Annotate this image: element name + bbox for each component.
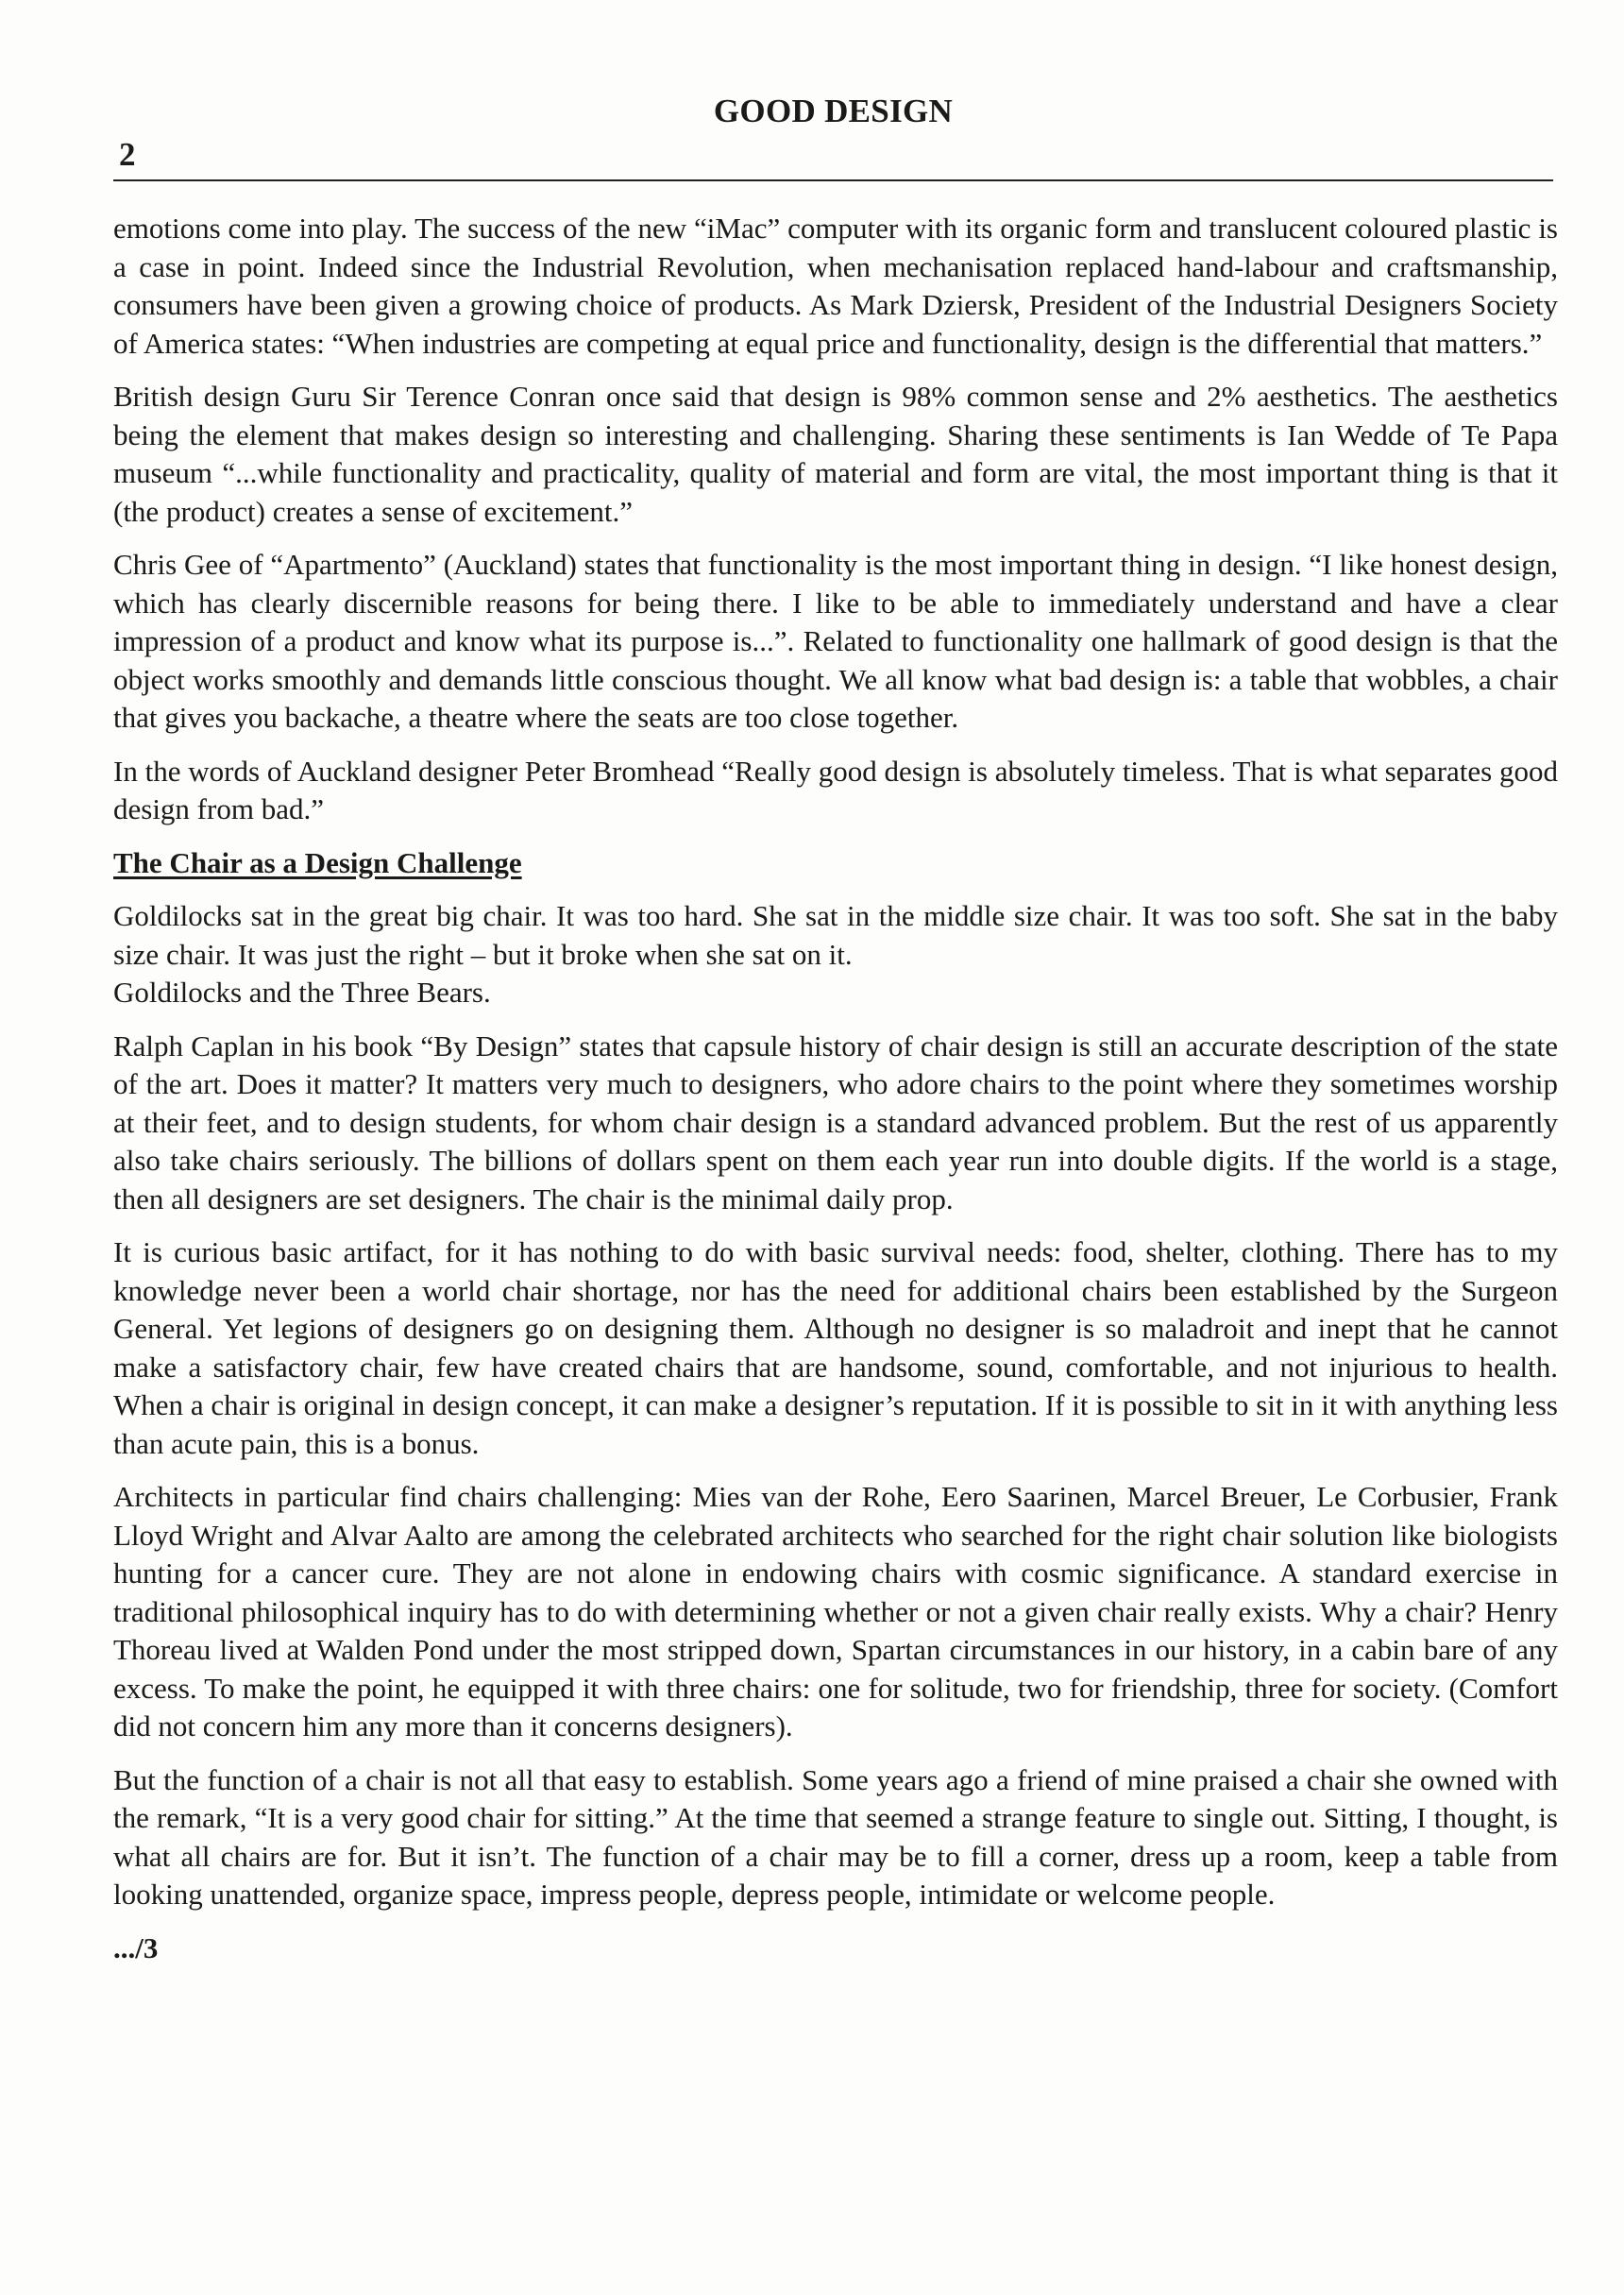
paragraph-7: Architects in particular find chairs challenging: Mies van der Rohe, Eero Saarinen, Marcel Breuer, Le Corbusier, Frank Lloyd Wright and Alvar Aalto are among the celebrated architects who searched for the right chair solution like biologists hunting for a cancer cure. They are not alone in endowing chairs with cosmic significance. A standard exercise in traditional philosophical inquiry has to do with determining whether or not a given chair really exists. Why a chair? Henry Thoreau lived at Walden Pond under the most stripped down, Spartan circumstances in our history, in a cabin bare of any excess. To make the point, he equipped it with three chairs: one for solitude, two for friendship, three for society. (Comfort did not concern him any more than it concerns designers). xyxy=(113,1480,1558,1742)
paragraph-8: But the function of a chair is not all that easy to establish. Some years ago a friend of mine praised a chair she owned with the remark, “It is a very good chair for sitting.” At the time that seemed a strange feature to single out. Sitting, I thought, is what all chairs are for. But it isn’t. The function of a chair may be to fill a corner, dress up a room, keep a table from looking unattended, organize space, impress people, depress people, intimidate or welcome people. xyxy=(113,1762,1558,1911)
page-number: 2 xyxy=(119,136,136,173)
document-body xyxy=(113,210,1558,1982)
paragraph-3: Chris Gee of “Apartmento” (Auckland) states that functionality is the most important thing in design. “I like honest design, which has clearly discernible reasons for being there. I like to be able to immediately understand and have a clear impression of a product and know what its purpose is...”. Related to functionality one hallmark of good design is that the object works smoothly and demands little conscious thought. We all know what bad design is: a table that wobbles, a chair that gives you backache, a theatre where the seats are too close together. xyxy=(113,548,1558,734)
paragraph-5: Ralph Caplan in his book “By Design” states that capsule history of chair design is still an accurate description of the state of the art. Does it matter? It matters very much to designers, who adore chairs to the point where they sometimes worship at their feet, and to design students, for whom chair design is a standard advanced problem. But the rest of us apparently also take chairs seriously. The billions of dollars spent on them each year run into double digits. If the world is a stage, then all designers are set designers. The chair is the minimal daily prop. xyxy=(113,1028,1558,1216)
paragraph-2: British design Guru Sir Terence Conran once said that design is 98% common sense and 2% aesthetics. The aesthetics being the element that makes design so interesting and challenging. Sharing these sentiments is Ian Wedde of Te Papa museum “...while functionality and practicality, quality of material and form are vital, the most important thing is that it (the product) creates a sense of excitement.” xyxy=(113,380,1558,528)
paragraph-6: It is curious basic artifact, for it has nothing to do with basic survival needs: food, shelter, clothing. There has to my knowledge never been a world chair shortage, nor has the need for additional chairs been established by the Surgeon General. Yet legions of designers go on designing them. Although no designer is so maladroit and inept that he cannot make a satisfactory chair, few have created chairs that are handsome, sound, comfortable, and not injurious to health. When a chair is original in design concept, it can make a designer’s reputation. If it is possible to sit in it with anything less than acute pain, this is a bonus. xyxy=(113,1235,1558,1460)
header-divider xyxy=(113,179,1553,181)
continuation-marker: .../3 xyxy=(113,1930,159,1964)
story-excerpt xyxy=(113,897,1558,1012)
story-source: Goldilocks and the Three Bears. xyxy=(113,976,491,1009)
story-quote: Goldilocks sat in the great big chair. It was too hard. She sat in the middle size chair. It was too soft. She sat in the baby size chair. It was just the right – but it broke when she sat on it. xyxy=(113,899,1558,971)
section-heading: The Chair as a Design Challenge xyxy=(113,845,522,879)
paragraph-1: emotions come into play. The success of the new “iMac” computer with its organic form and translucent coloured plastic is a case in point. Indeed since the Industrial Revolution, when mechanisation replaced hand-labour and craftsmanship, consumers have been given a growing choice of products. As Mark Dziersk, President of the Industrial Designers Society of America states: “When industries are competing at equal price and functionality, design is the differential that matters.” xyxy=(113,212,1558,360)
paragraph-4: In the words of Auckland designer Peter Bromhead “Really good design is absolutely timeless. That is what separates good design from bad.” xyxy=(113,754,1558,825)
page-title: GOOD DESIGN xyxy=(713,93,954,129)
